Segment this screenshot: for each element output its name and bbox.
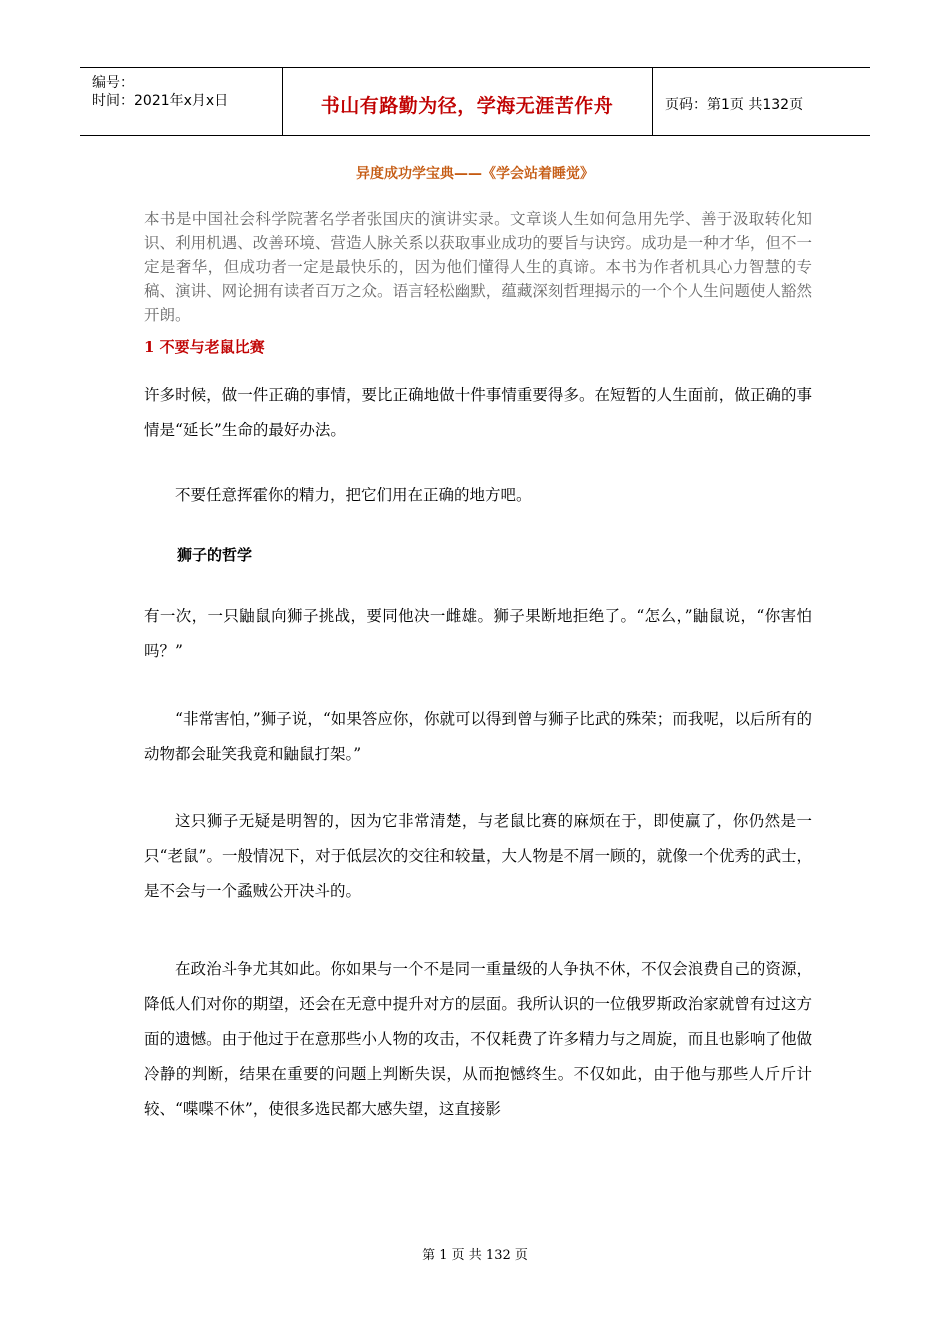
paragraph-2: 不要任意挥霍你的精力，把它们用在正确的地方吧。 (175, 486, 532, 504)
section-heading: 狮子的哲学 (177, 546, 253, 564)
paragraph-6: 在政治斗争尤其如此。你如果与一个不是同一重量级的人争执不休，不仅会浪费自己的资源，降低人们对你的期望，还会在无意中提升对方的层面。我所认识的一位俄罗斯政治家就曾有过这方面的遗憾。由于他过于在意那些小人物的攻击，不仅耗费了许多精力与之周旋，而且也影响了他做冷静的判断，结果在重要的问题上判断失误，从而抱憾终生。不仅如此，由于他与那些人斤斤计较、“喋喋不休”，使很多选民都大感失望，这直接影 (144, 960, 812, 1118)
header-meta-cell (80, 68, 283, 135)
chapter-heading: 1 不要与老鼠比赛 (144, 338, 265, 356)
paragraph-3: 有一次，一只鼬鼠向狮子挑战，要同他决一雌雄。狮子果断地拒绝了。“怎么，”鼬鼠说，“你害怕吗？” (144, 607, 812, 660)
header-motto: 书山有路勤为径，学海无涯苦作舟 (320, 95, 614, 117)
page-footer: 第 1 页 共 132 页 (422, 1248, 528, 1263)
document-title: 异度成功学宝典——《学会站着睡觉》 (356, 166, 594, 182)
time-label: 时间：2021年x月x日 (92, 93, 229, 109)
paragraph-1: 许多时候，做一件正确的事情，要比正确地做十件事情重要得多。在短暂的人生面前，做正确的事情是“延长”生命的最好办法。 (144, 386, 812, 439)
header-page-cell (653, 68, 870, 135)
header-motto-cell (282, 68, 653, 135)
header-table (80, 67, 870, 136)
intro-paragraph: 本书是中国社会科学院著名学者张国庆的演讲实录。文章谈人生如何急用先学、善于汲取转化知识、利用机遇、改善环境、营造人脉关系以获取事业成功的要旨与诀窍。成功是一种才华，但不一定是奢华，但成功者一定是最快乐的，因为他们懂得人生的真谛。本书为作者机具心力智慧的专稿、演讲、网论拥有读者百万之众。语言轻松幽默，蕴藏深刻哲理揭示的一个个人生问题使人豁然开朗。 (144, 210, 812, 324)
number-label: 编号： (92, 75, 134, 91)
header-page-info: 页码：第1页 共132页 (665, 97, 804, 113)
paragraph-4: “非常害怕，”狮子说，“如果答应你，你就可以得到曾与狮子比武的殊荣；而我呢，以后所有的动物都会耻笑我竟和鼬鼠打架。” (144, 710, 812, 763)
paragraph-5: 这只狮子无疑是明智的，因为它非常清楚，与老鼠比赛的麻烦在于，即使赢了，你仍然是一只“老鼠”。一般情况下，对于低层次的交往和较量，大人物是不屑一顾的，就像一个优秀的武士，是不会与一个蟊贼公开决斗的。 (144, 812, 812, 900)
